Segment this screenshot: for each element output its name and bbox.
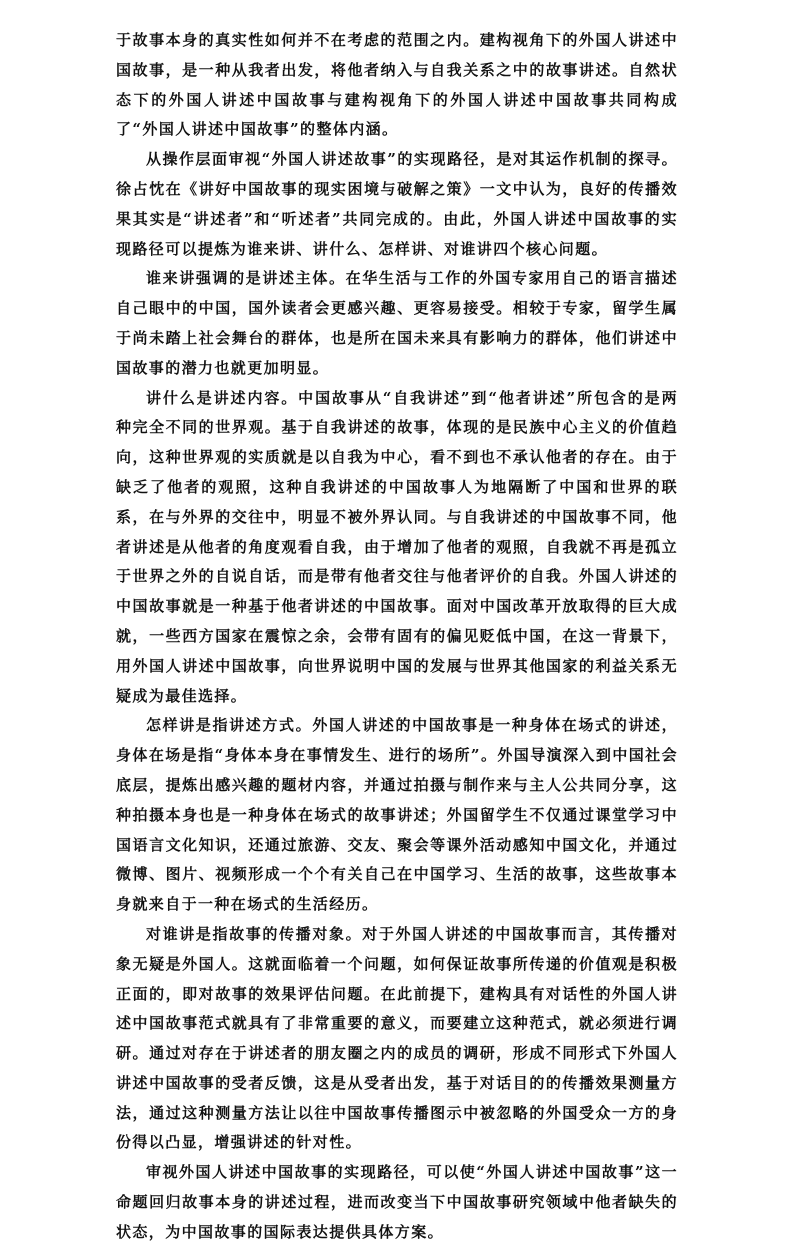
paragraph-what-to-tell: 讲什么是讲述内容。中国故事从“自我讲述”到“他者讲述”所包含的是两种完全不同的世界观。基于自我讲述的故事，体现的是民族中心主义的价值趋向，这种世界观的实质就是以自我为中心，看不到也不承认他者的存在。由于缺乏了他者的观照，这种自我讲述的中国故事人为地隔断了中国和世界的联系，在与外界的交往中，明显不被外界认同。与自我讲述的中国故事不同，他者讲述是从他者的角度观看自我，由于增加了他者的观照，自我就不再是孤立于世界之外的自说自话，而是带有他者交往与他者评价的自我。外国人讲述的中国故事就是一种基于他者讲述的中国故事。面对中国改革开放取得的巨大成就，一些西方国家在震惊之余，会带有固有的偏见贬低中国，在这一背景下，用外国人讲述中国故事，向世界说明中国的发展与世界其他国家的利益关系无疑成为最佳选择。: [116, 388, 678, 705]
paragraph-who-tells: 谁来讲强调的是讲述主体。在华生活与工作的外国专家用自己的语言描述自己眼中的中国，国外读者会更感兴趣、更容易接受。相较于专家，留学生属于尚未踏上社会舞台的群体，也是所在国未来具有影响力的群体，他们讲述中国故事的潜力也就更加明显。: [116, 269, 678, 377]
document-body: [116, 26, 678, 1248]
paragraph-how-to-tell: 怎样讲是指讲述方式。外国人讲述的中国故事是一种身体在场式的讲述，身体在场是指“身体本身在事情发生、进行的场所”。外国导演深入到中国社会底层，提炼出感兴趣的题材内容，并通过拍摄与制作来与主人公共同分享，这种拍摄本身也是一种身体在场式的故事讲述；外国留学生不仅通过课堂学习中国语言文化知识，还通过旅游、交友、聚会等课外活动感知中国文化，并通过微博、图片、视频形成一个个有关自己在中国学习、生活的故事，这些故事本身就来自于一种在场式的生活经历。: [116, 716, 678, 914]
paragraph-implementation-path: 从操作层面审视“外国人讲述故事”的实现路径，是对其运作机制的探寻。徐占忱在《讲好中国故事的现实困境与破解之策》一文中认为，良好的传播效果其实是“讲述者”和“听述者”共同完成的。由此，外国人讲述中国故事的实现路径可以提炼为谁来讲、讲什么、怎样讲、对谁讲四个核心问题。: [116, 150, 678, 258]
paragraph-continued: 于故事本身的真实性如何并不在考虑的范围之内。建构视角下的外国人讲述中国故事，是一种从我者出发，将他者纳入与自我关系之中的故事讲述。自然状态下的外国人讲述中国故事与建构视角下的外国人讲述中国故事共同构成了“外国人讲述中国故事”的整体内涵。: [116, 31, 678, 139]
paragraph-conclusion: 审视外国人讲述中国故事的实现路径，可以使“外国人讲述中国故事”这一命题回归故事本身的讲述过程，进而改变当下中国故事研究领域中他者缺失的状态，为中国故事的国际表达提供具体方案。: [116, 1163, 678, 1241]
paragraph-to-whom: 对谁讲是指故事的传播对象。对于外国人讲述的中国故事而言，其传播对象无疑是外国人。这就面临着一个问题，如何保证故事所传递的价值观是积极正面的，即对故事的效果评估问题。在此前提下，建构具有对话性的外国人讲述中国故事范式就具有了非常重要的意义，而要建立这种范式，就必须进行调研。通过对存在于讲述者的朋友圈之内的成员的调研，形成不同形式下外国人讲述中国故事的受者反馈，这是从受者出发，基于对话目的的传播效果测量方法，通过这种测量方法让以往中国故事传播图示中被忽略的外国受众一方的身份得以凸显，增强讲述的针对性。: [116, 924, 678, 1152]
